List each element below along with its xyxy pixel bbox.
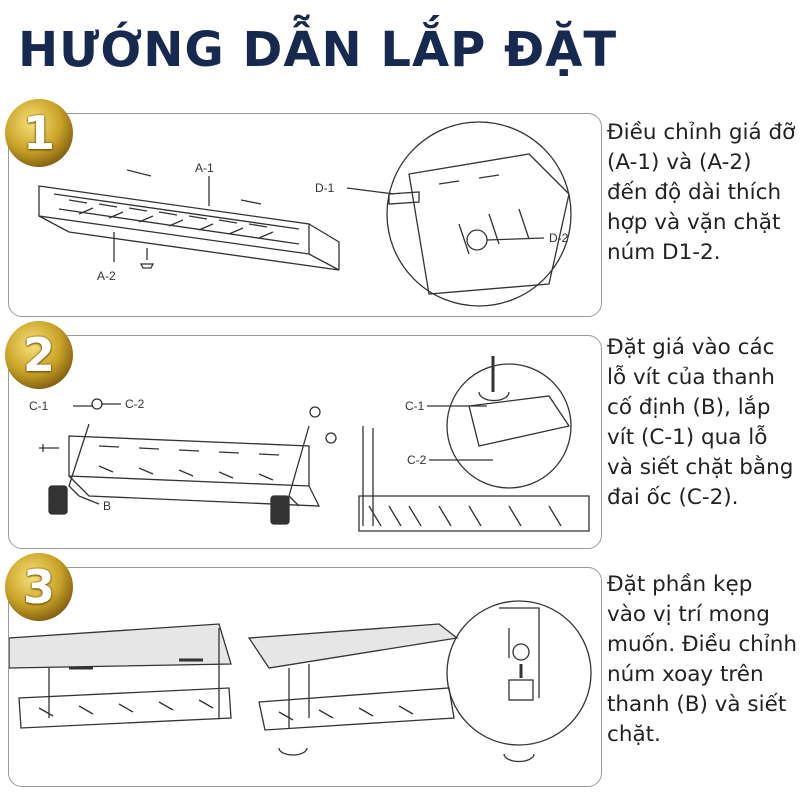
step-number: 2: [22, 328, 55, 382]
label-b: B: [103, 499, 112, 513]
label-c2: C-2: [125, 397, 145, 411]
label-d2: D-2: [549, 231, 569, 245]
step-3-illustration: [8, 567, 602, 787]
label-a2: A-2: [97, 269, 116, 283]
step-3-drawing: [9, 568, 601, 786]
label-c1-zoom: C-1: [405, 399, 425, 413]
step-2-drawing: [9, 336, 601, 548]
label-d1: D-1: [315, 181, 335, 195]
step-number: 1: [22, 106, 55, 160]
step-number: 3: [22, 560, 55, 614]
step-1-text: Điều chỉnh giá đỡ (A-1) và (A-2) đến độ dài thích hợp và vặn chặt núm D1-2.: [607, 120, 796, 265]
page-title: HƯỚNG DẪN LẮP ĐẶT: [18, 22, 618, 78]
step-1-badge: [2, 96, 76, 170]
step-1-drawing: [9, 114, 601, 316]
step-2-text: Đặt giá vào các lỗ vít của thanh cố định (B), lắp vít (C-1) qua lỗ và siết chặt bằng đai ốc (C-2).: [607, 335, 794, 510]
step-2-badge: [2, 318, 76, 392]
step-2-illustration: [8, 335, 602, 549]
label-a1: A-1: [195, 161, 214, 175]
step-1-illustration: [8, 113, 602, 317]
step-3-text: Đặt phần kẹp vào vị trí mong muốn. Điều chỉnh núm xoay trên thanh (B) và siết chặt.: [607, 572, 798, 747]
label-c1: C-1: [29, 399, 49, 413]
label-c2-zoom: C-2: [407, 453, 427, 467]
step-3-badge: [2, 550, 76, 624]
